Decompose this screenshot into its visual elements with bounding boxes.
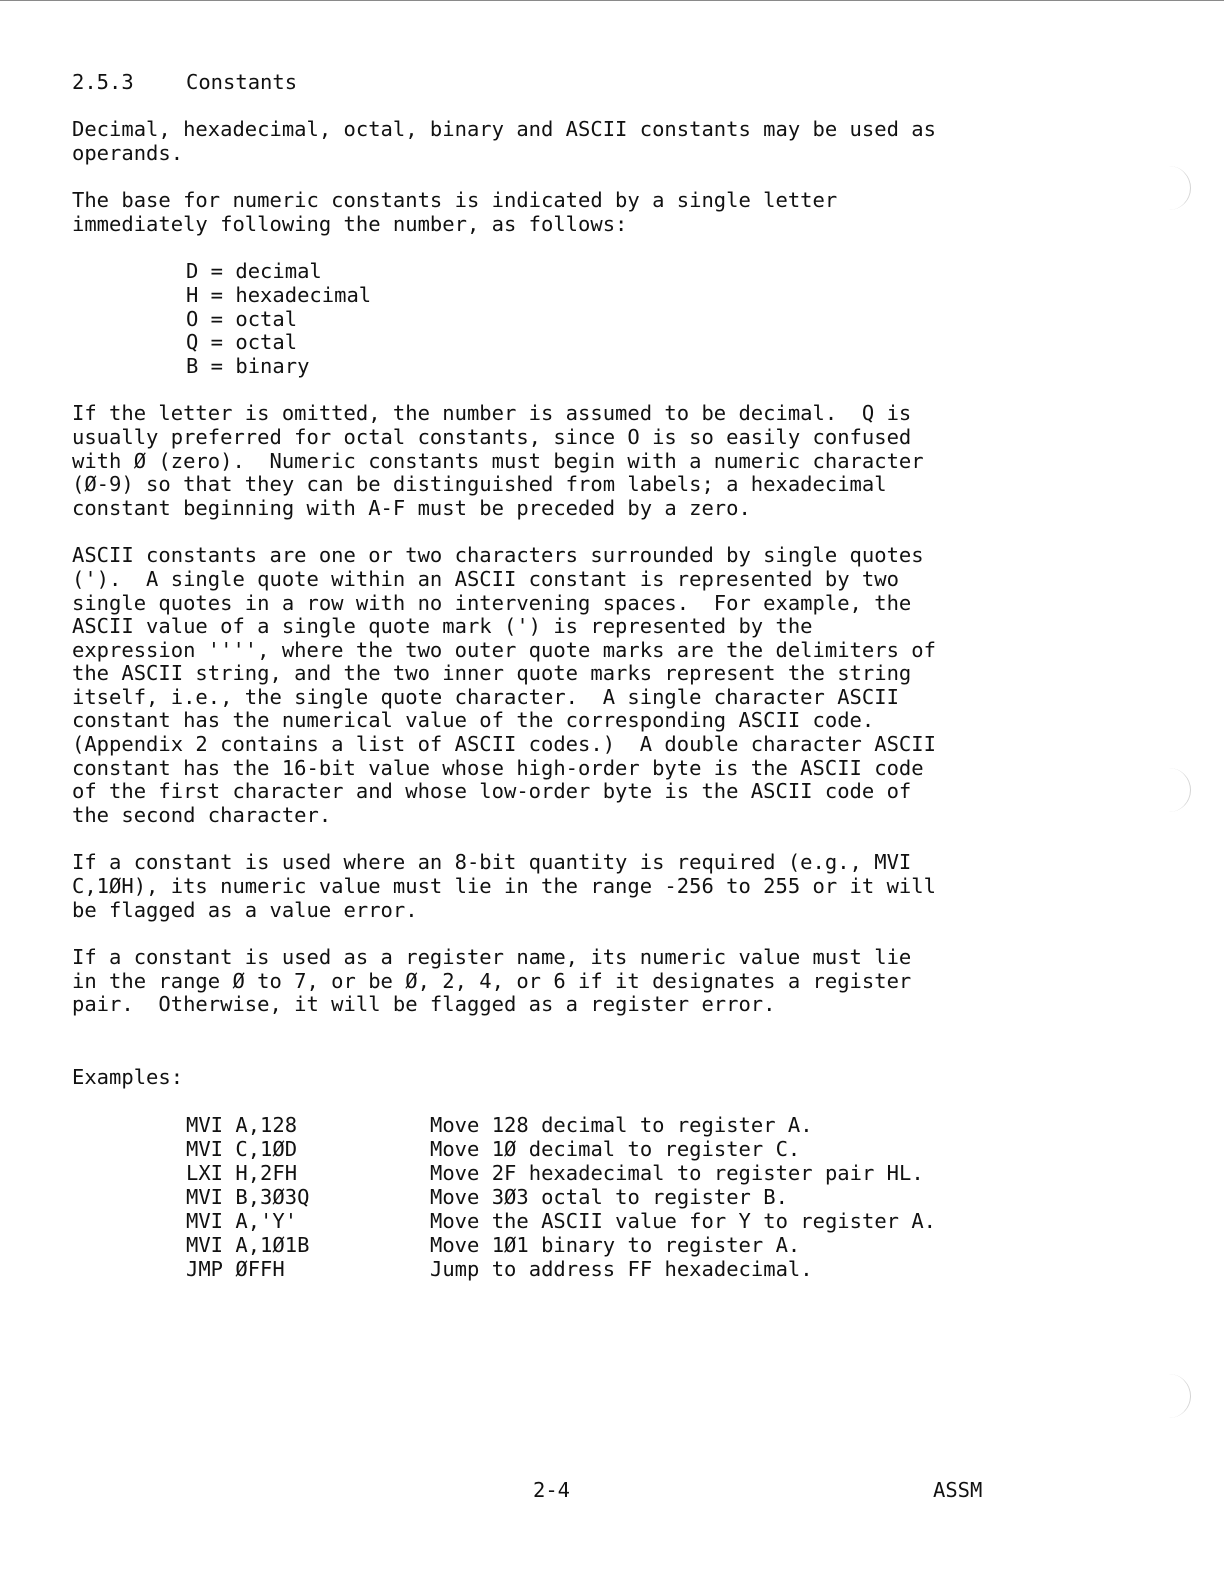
- document-page: [72, 70, 1082, 1281]
- paragraph-register-name: If a constant is used as a register name, its numeric value must lie in the range Ø to 7, or be Ø, 2, 4, or 6 if it designates a register pair. Otherwise, it will be flagged as a register error.: [72, 945, 912, 1017]
- example-code: MVI A,1Ø1B: [186, 1233, 310, 1257]
- paragraph-omitted-letter: If the letter is omitted, the number is assumed to be decimal. Q is usually preferred for octal constants, since O is so easily confused with Ø (zero). Numeric constants must begin with a numeric character (Ø-9) so that they can be distinguished from labels; a hexadecimal constant beginning with A-F must be preceded by a zero.: [72, 401, 924, 520]
- example-row: [186, 1137, 936, 1161]
- example-row: [186, 1161, 936, 1185]
- example-code: MVI B,3Ø3Q: [186, 1185, 310, 1209]
- example-description: Move 3Ø3 octal to register B.: [430, 1185, 788, 1209]
- example-code: JMP ØFFH: [186, 1257, 285, 1281]
- footer-document-name: ASSM: [933, 1478, 983, 1502]
- footer-page-number: 2-4: [533, 1478, 571, 1502]
- example-row: [186, 1233, 936, 1257]
- section-number: 2.5.3: [72, 70, 134, 94]
- base-item-hexadecimal: H = hexadecimal: [186, 282, 372, 307]
- examples-label: Examples:: [72, 1065, 184, 1089]
- base-item-decimal: D = decimal: [186, 259, 322, 284]
- example-code: MVI A,128: [186, 1113, 298, 1137]
- punch-hole-mark-top: [1160, 166, 1191, 210]
- example-code: MVI A,'Y': [186, 1209, 298, 1233]
- example-description: Move 2F hexadecimal to register pair HL.: [430, 1161, 924, 1185]
- paragraph-ascii-constants: ASCII constants are one or two characters surrounded by single quotes ('). A single quote within an ASCII constant is represented by two single quotes in a row with no intervening spaces. For example, the ASCII value of a single quote mark (') is represented by the expression '''', where the two outer quote marks are the delimiters of the ASCII string, and the two inner quote marks represent the string itself, i.e., the single quote character. A single character ASCII constant has the numerical value of the corresponding ASCII code. (Appendix 2 contains a list of ASCII codes.) A double character ASCII constant has the 16-bit value whose high-order byte is the ASCII code of the first character and whose low-order byte is the ASCII code of the second character.: [72, 543, 936, 827]
- example-description: Move 1Ø1 binary to register A.: [430, 1233, 801, 1257]
- example-description: Jump to address FF hexadecimal.: [430, 1257, 813, 1281]
- example-description: Move 128 decimal to register A.: [430, 1113, 813, 1137]
- punch-hole-mark-bottom: [1160, 1374, 1191, 1418]
- base-item-octal-q: Q = octal: [186, 330, 298, 355]
- example-description: Move the ASCII value for Y to register A.: [430, 1209, 937, 1233]
- base-letter-list: [186, 260, 1082, 378]
- base-item-binary: B = binary: [186, 353, 310, 378]
- example-code: LXI H,2FH: [186, 1161, 298, 1185]
- example-row: [186, 1185, 936, 1209]
- example-row: [186, 1257, 936, 1281]
- example-code: MVI C,1ØD: [186, 1137, 298, 1161]
- example-description: Move 1Ø decimal to register C.: [430, 1137, 801, 1161]
- punch-hole-mark-middle: [1160, 768, 1191, 812]
- section-title: Constants: [186, 70, 298, 94]
- paragraph-eight-bit: If a constant is used where an 8-bit quantity is required (e.g., MVI C,1ØH), its numeric value must lie in the range -256 to 255 or it will be flagged as a value error.: [72, 850, 936, 922]
- scan-top-edge: [0, 0, 1224, 1]
- base-item-octal-o: O = octal: [186, 306, 298, 331]
- example-row: [186, 1209, 936, 1233]
- example-row: [186, 1113, 936, 1137]
- section-heading: [72, 70, 1082, 94]
- examples-table: [186, 1113, 936, 1281]
- paragraph-base: The base for numeric constants is indicated by a single letter immediately following the number, as follows:: [72, 188, 838, 236]
- paragraph-intro: Decimal, hexadecimal, octal, binary and ASCII constants may be used as operands.: [72, 117, 936, 165]
